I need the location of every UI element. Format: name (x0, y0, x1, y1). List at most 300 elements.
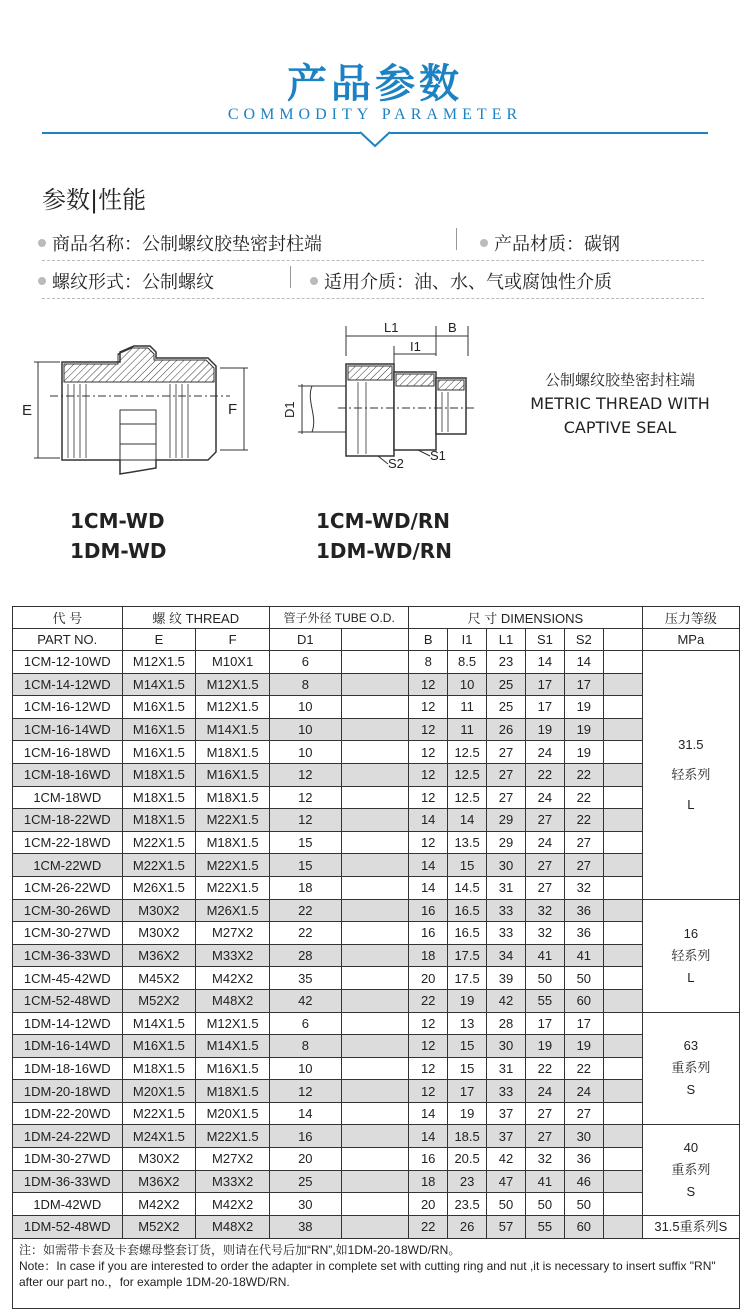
part-number: 1CM-WD (70, 509, 165, 533)
param-product-name: 商品名称：公制螺纹胶垫密封柱端 (38, 230, 322, 256)
value-cell: 31 (487, 1057, 526, 1080)
value-cell: 12.5 (448, 741, 487, 764)
value-cell: 34 (487, 944, 526, 967)
value-cell: 19 (564, 1035, 603, 1058)
blank-cell (341, 831, 409, 854)
blank-cell (341, 1102, 409, 1125)
value-cell: M42X2 (196, 967, 270, 990)
dim-label-s2: S2 (388, 456, 404, 471)
blank-cell (341, 899, 409, 922)
value-cell: M18X1.5 (196, 831, 270, 854)
pressure-class-line: L (687, 796, 695, 812)
value-cell: M36X2 (122, 944, 196, 967)
header-dimensions: 尺 寸 DIMENSIONS (409, 607, 642, 629)
value-cell: 27 (525, 1125, 564, 1148)
header-i1: I1 (448, 629, 487, 651)
pressure-class-line: L (687, 969, 695, 985)
blank-cell (603, 854, 642, 877)
dim-label-b: B (448, 320, 457, 335)
header-blank (603, 629, 642, 651)
pressure-class-line: 轻系列 (671, 947, 711, 963)
value-cell: 31 (487, 876, 526, 899)
part-no-cell: 1CM-18-16WD (13, 763, 123, 786)
note-cn: 注：如需带卡套及卡套螺母整套订货，则请在代号后加“RN”,如1DM-20-18WD/RN。 (19, 1242, 461, 1257)
value-cell: 39 (487, 967, 526, 990)
blank-cell (603, 967, 642, 990)
table-row (13, 696, 740, 719)
value-cell: 37 (487, 1102, 526, 1125)
value-cell: 14 (269, 1102, 341, 1125)
part-no-cell: 1DM-16-14WD (13, 1035, 123, 1058)
header-l1: L1 (487, 629, 526, 651)
value-cell: 29 (487, 831, 526, 854)
blank-cell (341, 673, 409, 696)
part-no-cell: 1DM-24-22WD (13, 1125, 123, 1148)
param-row-divider (42, 298, 704, 299)
caption-cn: 公制螺纹胶垫密封柱端 (544, 371, 695, 389)
value-cell: 19 (525, 718, 564, 741)
value-cell: 10 (269, 741, 341, 764)
value-cell: 11 (448, 718, 487, 741)
value-cell: 12 (409, 1012, 448, 1035)
value-cell: 22 (269, 899, 341, 922)
value-cell: 25 (269, 1170, 341, 1193)
value-cell: 24 (525, 786, 564, 809)
pressure-class-line: 重系列 (671, 1060, 711, 1076)
blank-cell (603, 922, 642, 945)
value-cell: 38 (269, 1215, 341, 1238)
part-no-cell: 1DM-36-33WD (13, 1170, 123, 1193)
value-cell: M18X1.5 (196, 741, 270, 764)
value-cell: 37 (487, 1125, 526, 1148)
value-cell: 18 (409, 1170, 448, 1193)
value-cell: 19 (564, 696, 603, 719)
pressure-class-line: 16 (683, 925, 699, 941)
value-cell: M26X1.5 (196, 899, 270, 922)
value-cell: 27 (487, 786, 526, 809)
value-cell: 35 (269, 967, 341, 990)
value-cell: M24X1.5 (122, 1125, 196, 1148)
blank-cell (603, 741, 642, 764)
fitting-drawing-left (20, 340, 260, 480)
value-cell: 16 (409, 922, 448, 945)
value-cell: 14 (409, 809, 448, 832)
part-no-cell: 1DM-20-18WD (13, 1080, 123, 1103)
value-cell: 47 (487, 1170, 526, 1193)
blank-cell (603, 1148, 642, 1171)
value-cell: 12 (409, 1057, 448, 1080)
value-cell: 12.5 (448, 786, 487, 809)
value-cell: M22X1.5 (196, 854, 270, 877)
value-cell: M14X1.5 (122, 1012, 196, 1035)
part-no-cell: 1DM-22-20WD (13, 1102, 123, 1125)
part-no-cell: 1DM-14-12WD (13, 1012, 123, 1035)
table-row (13, 673, 740, 696)
blank-cell (341, 1170, 409, 1193)
value-cell: 8.5 (448, 651, 487, 674)
value-cell: 24 (525, 831, 564, 854)
value-cell: M18X1.5 (122, 809, 196, 832)
blank-cell (603, 1012, 642, 1035)
value-cell: M18X1.5 (196, 786, 270, 809)
value-cell: M42X2 (196, 1193, 270, 1216)
value-cell: M16X1.5 (196, 1057, 270, 1080)
value-cell: 8 (269, 673, 341, 696)
value-cell: 22 (564, 1057, 603, 1080)
value-cell: 12 (269, 763, 341, 786)
value-cell: M18X1.5 (122, 763, 196, 786)
value-cell: 17 (525, 673, 564, 696)
value-cell: 12 (409, 786, 448, 809)
part-no-cell: 1CM-16-18WD (13, 741, 123, 764)
table-row (13, 718, 740, 741)
value-cell: 12 (269, 786, 341, 809)
value-cell: 50 (525, 967, 564, 990)
table-row (13, 831, 740, 854)
table-row (13, 989, 740, 1012)
page-title: 产品参数 (287, 61, 463, 107)
header-part-no: PART NO. (13, 629, 123, 651)
value-cell: M30X2 (122, 899, 196, 922)
value-cell: 18 (409, 944, 448, 967)
page-subtitle: COMMODITY PARAMETER (227, 106, 523, 123)
header-e: E (122, 629, 196, 651)
dim-label-f: F (228, 401, 238, 418)
value-cell: 16 (269, 1125, 341, 1148)
value-cell: M45X2 (122, 967, 196, 990)
bullet-icon (310, 277, 318, 285)
blank-cell (603, 1215, 642, 1238)
value-cell: 42 (487, 989, 526, 1012)
blank-cell (603, 876, 642, 899)
value-cell: M30X2 (122, 922, 196, 945)
value-cell: 46 (564, 1170, 603, 1193)
value-cell: 14 (409, 854, 448, 877)
blank-cell (341, 763, 409, 786)
table-row (13, 786, 740, 809)
value-cell: M14X1.5 (196, 718, 270, 741)
value-cell: 22 (564, 809, 603, 832)
value-cell: 12 (409, 763, 448, 786)
value-cell: 60 (564, 989, 603, 1012)
value-cell: 12.5 (448, 763, 487, 786)
pressure-class-cell (642, 1012, 739, 1125)
table-row (13, 876, 740, 899)
value-cell: 12 (409, 1080, 448, 1103)
value-cell: 18.5 (448, 1125, 487, 1148)
bullet-icon (38, 239, 46, 247)
value-cell: 11 (448, 696, 487, 719)
value-cell: 14 (448, 809, 487, 832)
value-cell: 29 (487, 809, 526, 832)
part-no-cell: 1CM-52-48WD (13, 989, 123, 1012)
value-cell: 27 (525, 854, 564, 877)
blank-cell (341, 989, 409, 1012)
table-row (13, 1080, 740, 1103)
value-cell: 32 (525, 1148, 564, 1171)
table-row (13, 967, 740, 990)
value-cell: 17 (448, 1080, 487, 1103)
value-cell: M10X1 (196, 651, 270, 674)
dim-label-i1: I1 (410, 339, 421, 354)
blank-cell (341, 922, 409, 945)
part-no-cell: 1CM-45-42WD (13, 967, 123, 990)
value-cell: 12 (409, 718, 448, 741)
value-cell: 19 (448, 1102, 487, 1125)
part-number: 1CM-WD/RN (316, 509, 451, 533)
part-no-cell: 1CM-18-22WD (13, 809, 123, 832)
section-title: 参数|性能 (42, 186, 147, 214)
part-no-cell: 1CM-18WD (13, 786, 123, 809)
blank-cell (341, 741, 409, 764)
part-no-cell: 1CM-22-18WD (13, 831, 123, 854)
value-cell: 36 (564, 899, 603, 922)
value-cell: 50 (525, 1193, 564, 1216)
blank-cell (603, 944, 642, 967)
blank-cell (603, 1125, 642, 1148)
blank-cell (603, 786, 642, 809)
value-cell: 55 (525, 1215, 564, 1238)
part-no-cell: 1CM-22WD (13, 854, 123, 877)
pressure-class-cell (642, 899, 739, 1012)
value-cell: 12 (409, 673, 448, 696)
value-cell: 25 (487, 696, 526, 719)
blank-cell (341, 1215, 409, 1238)
value-cell: 25 (487, 673, 526, 696)
left-part-numbers (70, 506, 166, 566)
pressure-class-line: 40 (683, 1140, 699, 1156)
header-b: B (409, 629, 448, 651)
value-cell: 26 (487, 718, 526, 741)
value-cell: 17.5 (448, 967, 487, 990)
table-row (13, 922, 740, 945)
value-cell: 57 (487, 1215, 526, 1238)
pressure-class-cell (642, 1125, 739, 1215)
header-mpa: MPa (642, 629, 739, 651)
pressure-class-cell (642, 651, 739, 900)
value-cell: 13 (448, 1012, 487, 1035)
blank-cell (603, 899, 642, 922)
note-en: Note：In case if you are interested to order the adapter in complete set with cutting ring and nut ,it is necessary to insert suffix "RN" after our part no.，for example 1DM-20-18WD/RN. (19, 1258, 716, 1289)
value-cell: 8 (409, 651, 448, 674)
table-row (13, 1125, 740, 1148)
header-pressure: 压力等级 (642, 607, 739, 629)
value-cell: 22 (564, 763, 603, 786)
value-cell: 14 (409, 1102, 448, 1125)
header-thread: 螺 纹 THREAD (122, 607, 269, 629)
value-cell: 20 (409, 1193, 448, 1216)
value-cell: 19 (564, 741, 603, 764)
value-cell: 32 (525, 899, 564, 922)
blank-cell (603, 763, 642, 786)
value-cell: 27 (525, 809, 564, 832)
value-cell: 27 (525, 876, 564, 899)
param-row-divider (42, 260, 704, 261)
blank-cell (603, 1035, 642, 1058)
value-cell: 17 (525, 1012, 564, 1035)
value-cell: M22X1.5 (196, 876, 270, 899)
header-notch-icon (360, 126, 390, 148)
blank-cell (603, 673, 642, 696)
pressure-class-cell (642, 1215, 739, 1238)
blank-cell (341, 651, 409, 674)
table-note (13, 1238, 740, 1308)
blank-cell (341, 1125, 409, 1148)
value-cell: M26X1.5 (122, 876, 196, 899)
part-number: 1DM-WD/RN (316, 539, 452, 563)
value-cell: M18X1.5 (196, 1080, 270, 1103)
header-s1: S1 (525, 629, 564, 651)
value-cell: M18X1.5 (122, 1057, 196, 1080)
value-cell: 10 (448, 673, 487, 696)
value-cell: 14 (525, 651, 564, 674)
blank-cell (341, 696, 409, 719)
value-cell: 50 (564, 1193, 603, 1216)
blank-cell (341, 809, 409, 832)
value-cell: 17 (525, 696, 564, 719)
value-cell: 10 (269, 718, 341, 741)
param-medium: 适用介质：油、水、气或腐蚀性介质 (310, 268, 612, 294)
part-no-cell: 1CM-14-12WD (13, 673, 123, 696)
caption-en-1: METRIC THREAD WITH (530, 394, 710, 413)
value-cell: M12X1.5 (122, 651, 196, 674)
value-cell: 20 (269, 1148, 341, 1171)
blank-cell (341, 944, 409, 967)
part-no-cell: 1DM-52-48WD (13, 1215, 123, 1238)
value-cell: 17.5 (448, 944, 487, 967)
value-cell: M52X2 (122, 989, 196, 1012)
value-cell: 28 (487, 1012, 526, 1035)
part-no-cell: 1CM-36-33WD (13, 944, 123, 967)
value-cell: 22 (409, 1215, 448, 1238)
value-cell: 15 (448, 1035, 487, 1058)
blank-cell (603, 718, 642, 741)
blank-cell (341, 1035, 409, 1058)
value-cell: 60 (564, 1215, 603, 1238)
table-row (13, 763, 740, 786)
blank-cell (341, 786, 409, 809)
value-cell: 30 (564, 1125, 603, 1148)
blank-cell (603, 809, 642, 832)
blank-cell (603, 1170, 642, 1193)
pressure-class-line: 31.5 (678, 736, 704, 752)
value-cell: 36 (564, 922, 603, 945)
pressure-class-line: 重系列 (671, 1162, 711, 1178)
value-cell: M36X2 (122, 1170, 196, 1193)
value-cell: M20X1.5 (122, 1080, 196, 1103)
value-cell: M14X1.5 (122, 673, 196, 696)
value-cell: M12X1.5 (196, 1012, 270, 1035)
value-cell: M12X1.5 (196, 673, 270, 696)
table-row (13, 1035, 740, 1058)
dim-label-d1: D1 (282, 401, 297, 418)
value-cell: 28 (269, 944, 341, 967)
value-cell: M48X2 (196, 989, 270, 1012)
value-cell: 15 (448, 854, 487, 877)
value-cell: M20X1.5 (196, 1102, 270, 1125)
value-cell: 17 (564, 1012, 603, 1035)
pressure-class-line: 轻系列 (671, 766, 711, 782)
header-blank (341, 629, 409, 651)
value-cell: 50 (564, 967, 603, 990)
parameter-table (12, 606, 740, 1309)
value-cell: M22X1.5 (196, 809, 270, 832)
value-cell: 15 (448, 1057, 487, 1080)
value-cell: M48X2 (196, 1215, 270, 1238)
part-no-cell: 1DM-42WD (13, 1193, 123, 1216)
value-cell: 26 (448, 1215, 487, 1238)
table-row (13, 1102, 740, 1125)
value-cell: 27 (487, 763, 526, 786)
value-cell: 14 (564, 651, 603, 674)
value-cell: 10 (269, 1057, 341, 1080)
value-cell: 27 (487, 741, 526, 764)
value-cell: 8 (269, 1035, 341, 1058)
value-cell: 22 (564, 786, 603, 809)
blank-cell (341, 1148, 409, 1171)
param-thread-form: 螺纹形式：公制螺纹 (38, 268, 214, 294)
blank-cell (341, 876, 409, 899)
pressure-class-line: 31.5重系列S (654, 1218, 728, 1234)
value-cell: M14X1.5 (196, 1035, 270, 1058)
value-cell: M16X1.5 (122, 718, 196, 741)
value-cell: M42X2 (122, 1193, 196, 1216)
value-cell: 32 (525, 922, 564, 945)
value-cell: M30X2 (122, 1148, 196, 1171)
value-cell: 22 (409, 989, 448, 1012)
value-cell: 42 (487, 1148, 526, 1171)
value-cell: 32 (564, 876, 603, 899)
value-cell: M27X2 (196, 1148, 270, 1171)
table-row (13, 1215, 740, 1238)
value-cell: 30 (487, 1035, 526, 1058)
value-cell: 14 (409, 876, 448, 899)
value-cell: 14 (409, 1125, 448, 1148)
header-code-cn: 代 号 (13, 607, 123, 629)
table-row (13, 899, 740, 922)
value-cell: 50 (487, 1193, 526, 1216)
value-cell: M22X1.5 (122, 854, 196, 877)
value-cell: M16X1.5 (122, 1035, 196, 1058)
part-no-cell: 1CM-30-27WD (13, 922, 123, 945)
value-cell: 19 (564, 718, 603, 741)
blank-cell (341, 1012, 409, 1035)
blank-cell (341, 1057, 409, 1080)
part-no-cell: 1CM-12-10WD (13, 651, 123, 674)
table-row (13, 809, 740, 832)
value-cell: 10 (269, 696, 341, 719)
bullet-icon (38, 277, 46, 285)
value-cell: 24 (564, 1080, 603, 1103)
value-cell: M22X1.5 (122, 831, 196, 854)
fitting-drawing-right (278, 316, 478, 476)
value-cell: 12 (409, 696, 448, 719)
value-cell: 33 (487, 899, 526, 922)
value-cell: 19 (525, 1035, 564, 1058)
value-cell: 23.5 (448, 1193, 487, 1216)
dim-label-l1: L1 (384, 320, 399, 335)
blank-cell (603, 831, 642, 854)
blank-cell (341, 967, 409, 990)
caption-en-2: CAPTIVE SEAL (563, 418, 677, 437)
value-cell: 6 (269, 1012, 341, 1035)
part-number: 1DM-WD (70, 539, 167, 563)
value-cell: M16X1.5 (122, 741, 196, 764)
value-cell: 23 (448, 1170, 487, 1193)
dim-label-e: E (22, 402, 33, 419)
value-cell: M22X1.5 (196, 1125, 270, 1148)
blank-cell (603, 696, 642, 719)
